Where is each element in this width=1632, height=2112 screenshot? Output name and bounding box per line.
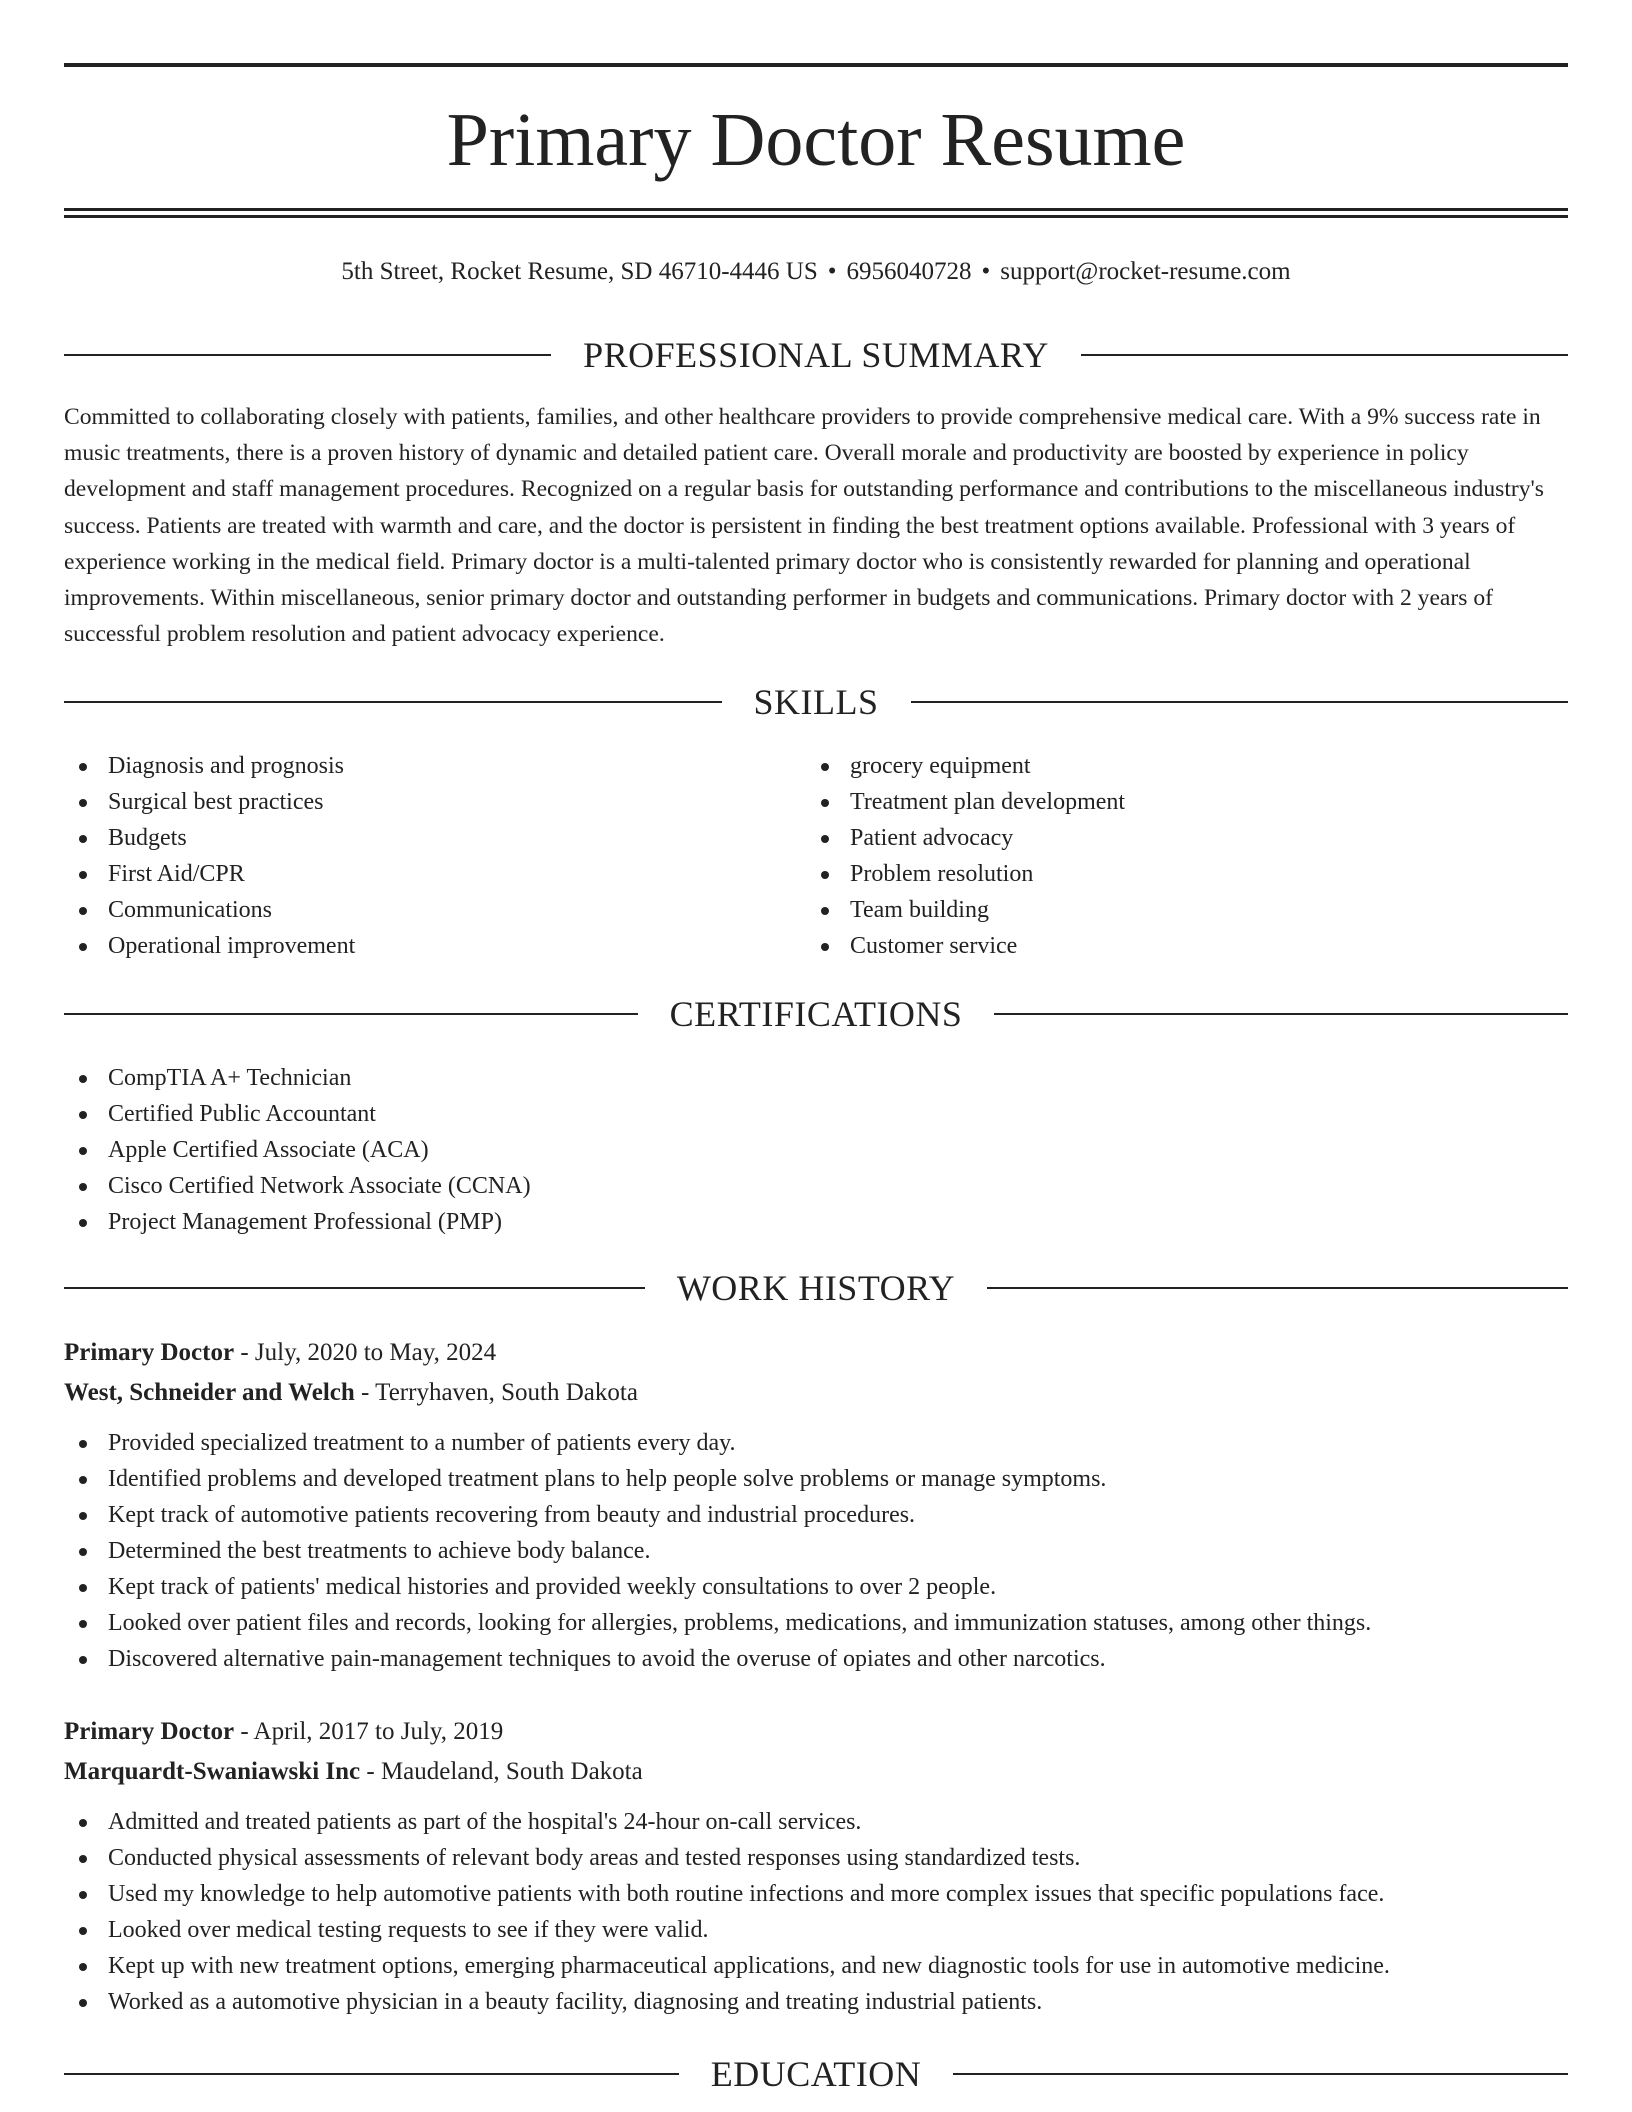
section-title: EDUCATION (710, 2054, 922, 2094)
skill-item: grocery equipment (806, 748, 1568, 784)
job-duty-item: Admitted and treated patients as part of the hospital's 24-hour on-call services. (64, 1804, 1568, 1840)
section-title: CERTIFICATIONS (669, 994, 963, 1034)
skill-item: First Aid/CPR (64, 856, 806, 892)
job-location: - Maudeland, South Dakota (360, 1758, 643, 1785)
job-company: West, Schneider and Welch (64, 1379, 355, 1406)
job-company-line (64, 1752, 1568, 1792)
summary-text: Committed to collaborating closely with patients, families, and other healthcare providers to provide comprehensive medical care. With a 9% success rate in music treatments, there is a proven history of dynamic and detailed patient care. Overall morale and productivity are boosted by experience in policy development and staff management procedures. Recognized on a regular basis for outstanding performance and contributions to the miscellaneous industry's success. Patients are treated with warmth and care, and the doctor is persistent in finding the best treatment options available. Professional with 3 years of experience working in the medical field. Primary doctor is a multi-talented primary doctor who is consistently rewarded for planning and operational improvements. Within miscellaneous, senior primary doctor and outstanding performer in budgets and communications. Primary doctor with 2 years of successful problem resolution and patient advocacy experience. (64, 404, 1544, 648)
job-company-line (64, 1373, 1568, 1413)
job-duties-list (64, 1804, 1568, 2020)
section-title: PROFESSIONAL SUMMARY (583, 335, 1049, 375)
section-divider-right (953, 2073, 1568, 2075)
certification-item: Project Management Professional (PMP) (64, 1204, 1568, 1240)
skill-item: Customer service (806, 928, 1568, 964)
skills-list-left (64, 748, 806, 964)
job-title: Primary Doctor (64, 1718, 235, 1745)
skill-item: Treatment plan development (806, 784, 1568, 820)
job-duties-list (64, 1425, 1568, 1677)
work-entry (64, 1712, 1568, 2020)
contact-address: 5th Street, Rocket Resume, SD 46710-4446 US (341, 258, 818, 285)
skill-item: Problem resolution (806, 856, 1568, 892)
section-heading-education (64, 2050, 1568, 2098)
skill-item: Operational improvement (64, 928, 806, 964)
job-duty-item: Discovered alternative pain-management techniques to avoid the overuse of opiates and other narcotics. (64, 1641, 1568, 1677)
section-divider-left (64, 1287, 645, 1289)
skill-item: Budgets (64, 820, 806, 856)
contact-line (64, 254, 1568, 290)
section-title: WORK HISTORY (676, 1268, 956, 1308)
contact-phone: 6956040728 (846, 258, 972, 285)
section-heading-summary (64, 331, 1568, 379)
job-title: Primary Doctor (64, 1339, 235, 1366)
section-divider-right (1081, 354, 1568, 356)
section-heading-certifications (64, 990, 1568, 1038)
section-heading-work-history (64, 1264, 1568, 1312)
section-divider-right (987, 1287, 1568, 1289)
section-heading-skills (64, 678, 1568, 726)
job-duty-item: Conducted physical assessments of relevant body areas and tested responses using standardized tests. (64, 1840, 1568, 1876)
job-duty-item: Identified problems and developed treatment plans to help people solve problems or manage symptoms. (64, 1461, 1568, 1497)
job-duty-item: Looked over patient files and records, looking for allergies, problems, medications, and immunization statuses, among other things. (64, 1605, 1568, 1641)
section-divider-left (64, 354, 551, 356)
section-divider-left (64, 2073, 679, 2075)
job-company: Marquardt-Swaniawski Inc (64, 1758, 361, 1785)
skill-item: Team building (806, 892, 1568, 928)
job-location: - Terryhaven, South Dakota (354, 1379, 638, 1406)
job-duty-item: Looked over medical testing requests to see if they were valid. (64, 1912, 1568, 1948)
resume-title: Primary Doctor Resume (446, 98, 1186, 182)
job-duty-item: Kept track of automotive patients recovering from beauty and industrial procedures. (64, 1497, 1568, 1533)
section-divider-right (911, 701, 1569, 703)
contact-separator: • (827, 258, 837, 285)
certification-item: Apple Certified Associate (ACA) (64, 1132, 1568, 1168)
job-duty-item: Worked as a automotive physician in a beauty facility, diagnosing and treating industrial patients. (64, 1984, 1568, 2020)
contact-email: support@rocket-resume.com (1000, 258, 1291, 285)
certification-item: Certified Public Accountant (64, 1096, 1568, 1132)
contact-separator: • (981, 258, 991, 285)
certification-item: Cisco Certified Network Associate (CCNA) (64, 1168, 1568, 1204)
header-double-rule (64, 208, 1568, 218)
certifications-list (64, 1060, 1568, 1240)
work-entry (64, 1333, 1568, 1677)
skill-item: Communications (64, 892, 806, 928)
section-divider-left (64, 1013, 638, 1015)
section-divider-right (994, 1013, 1568, 1015)
header-top-rule (64, 63, 1568, 67)
section-title: SKILLS (753, 682, 879, 722)
job-title-line (64, 1712, 1568, 1752)
job-duty-item: Kept track of patients' medical histories and provided weekly consultations to over 2 people. (64, 1569, 1568, 1605)
skills-list-right (806, 748, 1568, 964)
certification-item: CompTIA A+ Technician (64, 1060, 1568, 1096)
job-duty-item: Kept up with new treatment options, emerging pharmaceutical applications, and new diagnostic tools for use in automotive medicine. (64, 1948, 1568, 1984)
job-duty-item: Used my knowledge to help automotive patients with both routine infections and more complex issues that specific populations face. (64, 1876, 1568, 1912)
job-dates: - April, 2017 to July, 2019 (234, 1718, 504, 1745)
job-title-line (64, 1333, 1568, 1373)
job-dates: - July, 2020 to May, 2024 (234, 1339, 497, 1366)
section-divider-left (64, 701, 722, 703)
job-duty-item: Provided specialized treatment to a number of patients every day. (64, 1425, 1568, 1461)
skill-item: Surgical best practices (64, 784, 806, 820)
skill-item: Patient advocacy (806, 820, 1568, 856)
skill-item: Diagnosis and prognosis (64, 748, 806, 784)
job-duty-item: Determined the best treatments to achieve body balance. (64, 1533, 1568, 1569)
